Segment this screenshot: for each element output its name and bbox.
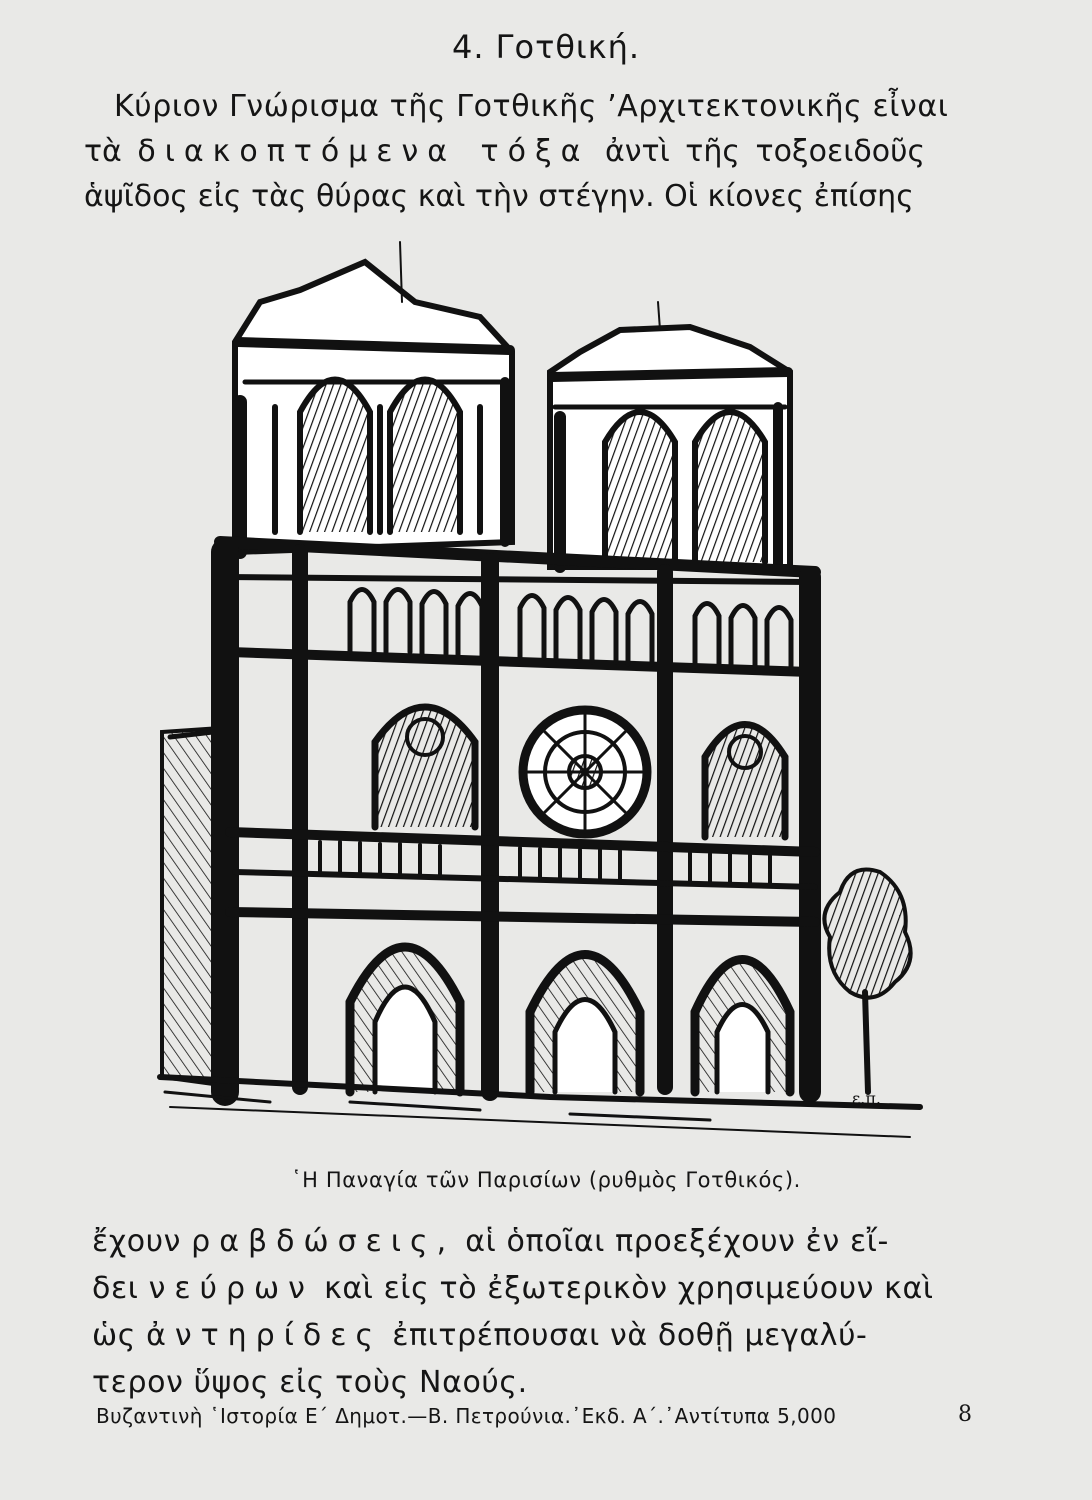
page-number: 8 xyxy=(958,1402,972,1427)
gothic-cathedral-icon xyxy=(150,232,930,1152)
figure-caption: ῾Η Παναγία τῶν Παρισίων (ρυθμὸς Γοτθικός). xyxy=(291,1168,801,1192)
section-heading: 4. Γοτθική. xyxy=(451,28,641,66)
paragraph-top xyxy=(84,84,984,219)
paragraph-bottom xyxy=(92,1218,992,1406)
text-line: τερον ὕψος εἰς τοὺς Ναούς. xyxy=(92,1365,528,1400)
spaced-term: ἀντηρίδες xyxy=(146,1318,383,1353)
page-footer: Βυζαντινὴ ῾Ιστορία Ε΄ Δημοτ.—Β. Πετρούνια.᾿Εκδ. Α΄.᾿Αντίτυπα 5,000 xyxy=(96,1404,837,1428)
text-line: τὰ διακοπτόμενα τόξα ἀντὶ τῆς τοξοειδοῦς xyxy=(84,134,926,169)
spaced-term: διακοπτόμενα τόξα xyxy=(137,134,590,169)
text-line: ἔχουν ραβδώσεις, αἱ ὁποῖαι προεξέχουν ἐν εἴ- xyxy=(92,1224,889,1259)
cathedral-illustration xyxy=(150,232,930,1152)
text-line: δει νεύρων καὶ εἰς τὸ ἐξωτερικὸν χρησιμεύουν καὶ xyxy=(92,1271,934,1306)
illustration-signature: ε.π. xyxy=(852,1089,881,1108)
spaced-term: ραβδώσεις, xyxy=(191,1224,456,1259)
text-line: ὡς ἀντηρίδες ἐπιτρέπουσαι νὰ δοθῇ μεγαλύ- xyxy=(92,1318,868,1353)
text-line: ἁψῖδος εἰς τὰς θύρας καὶ τὴν στέγην. Οἱ κίονες ἐπίσης xyxy=(84,179,914,214)
text-line: Κύριον Γνώρισμα τῆς Γοτθικῆς ’Αρχιτεκτονικῆς εἶναι xyxy=(114,89,949,124)
spaced-term: νεύρων xyxy=(148,1271,314,1306)
